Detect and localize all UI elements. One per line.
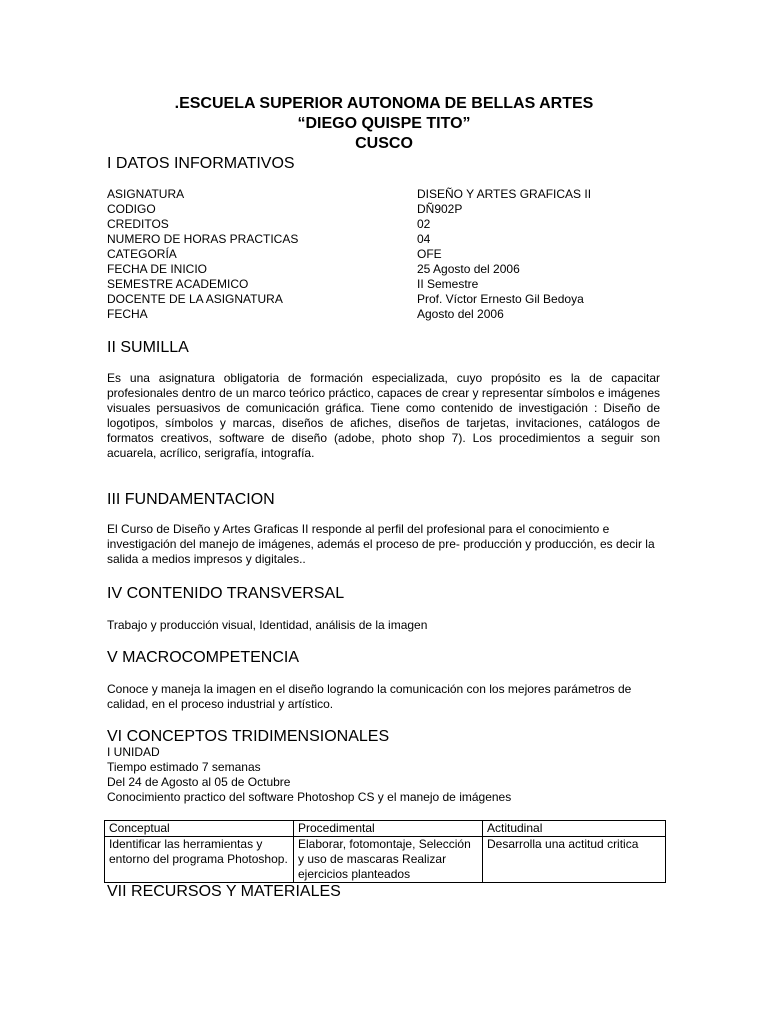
info-row	[107, 217, 667, 232]
section-heading-conceptos: VI CONCEPTOS TRIDIMENSIONALES	[107, 728, 390, 745]
school-subtitle: “DIEGO QUISPE TITO”	[297, 115, 471, 132]
unit-details	[107, 745, 511, 805]
info-row	[107, 277, 667, 292]
info-row	[107, 307, 667, 322]
competencies-table	[104, 820, 666, 883]
info-row	[107, 292, 667, 307]
info-value: II Semestre	[417, 277, 479, 291]
macro-paragraph: Conoce y maneja la imagen en el diseño logrando la comunicación con los mejores parámetros de calidad, en el proceso industrial y artístico.	[107, 682, 632, 711]
column-header-actitudinal: Actitudinal	[483, 821, 666, 837]
info-value: Agosto del 2006	[417, 307, 504, 321]
table-row	[105, 837, 666, 883]
fundamentacion-paragraph: El Curso de Diseño y Artes Graficas II responde al perfil del profesional para el conocimiento e investigación del manejo de imágenes, además el proceso de pre- producción y producción, es decir la salida a medios impresos y digitales..	[107, 522, 655, 566]
info-value: Prof. Víctor Ernesto Gil Bedoya	[417, 292, 584, 306]
info-row	[107, 202, 667, 217]
cell-conceptual: Identificar las herramientas y entorno del programa Photoshop.	[105, 837, 294, 883]
unit-dates: Del 24 de Agosto al 05 de Octubre	[107, 775, 291, 789]
section-heading-fundamentacion: III FUNDAMENTACION	[107, 491, 275, 508]
info-label: SEMESTRE ACADEMICO	[107, 277, 249, 291]
info-label: FECHA DE INICIO	[107, 262, 208, 276]
info-table	[107, 187, 667, 322]
info-value: OFE	[417, 247, 442, 261]
info-label: NUMERO DE HORAS PRACTICAS	[107, 232, 299, 246]
cell-procedimental: Elaborar, fotomontaje, Selección y uso de mascaras Realizar ejercicios planteados	[294, 837, 483, 883]
unit-duration: Tiempo estimado 7 semanas	[107, 760, 261, 774]
school-city: CUSCO	[355, 135, 413, 152]
info-label: FECHA	[107, 307, 148, 321]
section-heading-macro: V MACROCOMPETENCIA	[107, 649, 300, 666]
school-name: .ESCUELA SUPERIOR AUTONOMA DE BELLAS ARTES	[174, 95, 594, 112]
column-header-procedimental: Procedimental	[294, 821, 483, 837]
sumilla-paragraph: Es una asignatura obligatoria de formación especializada, cuyo propósito es la de capacitar profesionales dentro de un marco teórico práctico, capaces de crear y representar símbolos e imágenes visuales persuasivos de comunicación gráfica. Tiene como contenido de investigación : Diseño de logotipos, símbolos y marcas, diseños de afiches, diseños de tarjetas, invitaciones, catálogos de formatos creativos, software de diseño (adobe, photo shop 7). Los procedimientos a seguir son acuarela, acrílico, serigrafía, intografía.	[107, 371, 660, 460]
info-label: CODIGO	[107, 202, 156, 216]
info-value: 02	[417, 217, 431, 231]
section-heading-sumilla: II SUMILLA	[107, 339, 189, 356]
info-label: ASIGNATURA	[107, 187, 185, 201]
unit-topic: Conocimiento practico del software Photoshop CS y el manejo de imágenes	[107, 790, 512, 804]
cell-actitudinal: Desarrolla una actitud critica	[483, 837, 666, 883]
info-value: DÑ902P	[417, 202, 463, 216]
info-label: CREDITOS	[107, 217, 169, 231]
unit-name: I UNIDAD	[107, 745, 160, 759]
section-heading-recursos: VII RECURSOS Y MATERIALES	[107, 883, 341, 900]
contenido-paragraph: Trabajo y producción visual, Identidad, análisis de la imagen	[107, 618, 428, 632]
column-header-conceptual: Conceptual	[105, 821, 294, 837]
info-row	[107, 187, 667, 202]
info-row	[107, 247, 667, 262]
info-label: CATEGORÍA	[107, 247, 177, 261]
info-value: 25 Agosto del 2006	[417, 262, 520, 276]
section-heading-datos: I DATOS INFORMATIVOS	[107, 155, 295, 172]
info-row	[107, 262, 667, 277]
info-label: DOCENTE DE LA ASIGNATURA	[107, 292, 283, 306]
info-value: 04	[417, 232, 431, 246]
info-row	[107, 232, 667, 247]
section-heading-contenido: IV CONTENIDO TRANSVERSAL	[107, 585, 345, 602]
table-header-row	[105, 821, 666, 837]
info-value: DISEÑO Y ARTES GRAFICAS II	[417, 187, 592, 201]
